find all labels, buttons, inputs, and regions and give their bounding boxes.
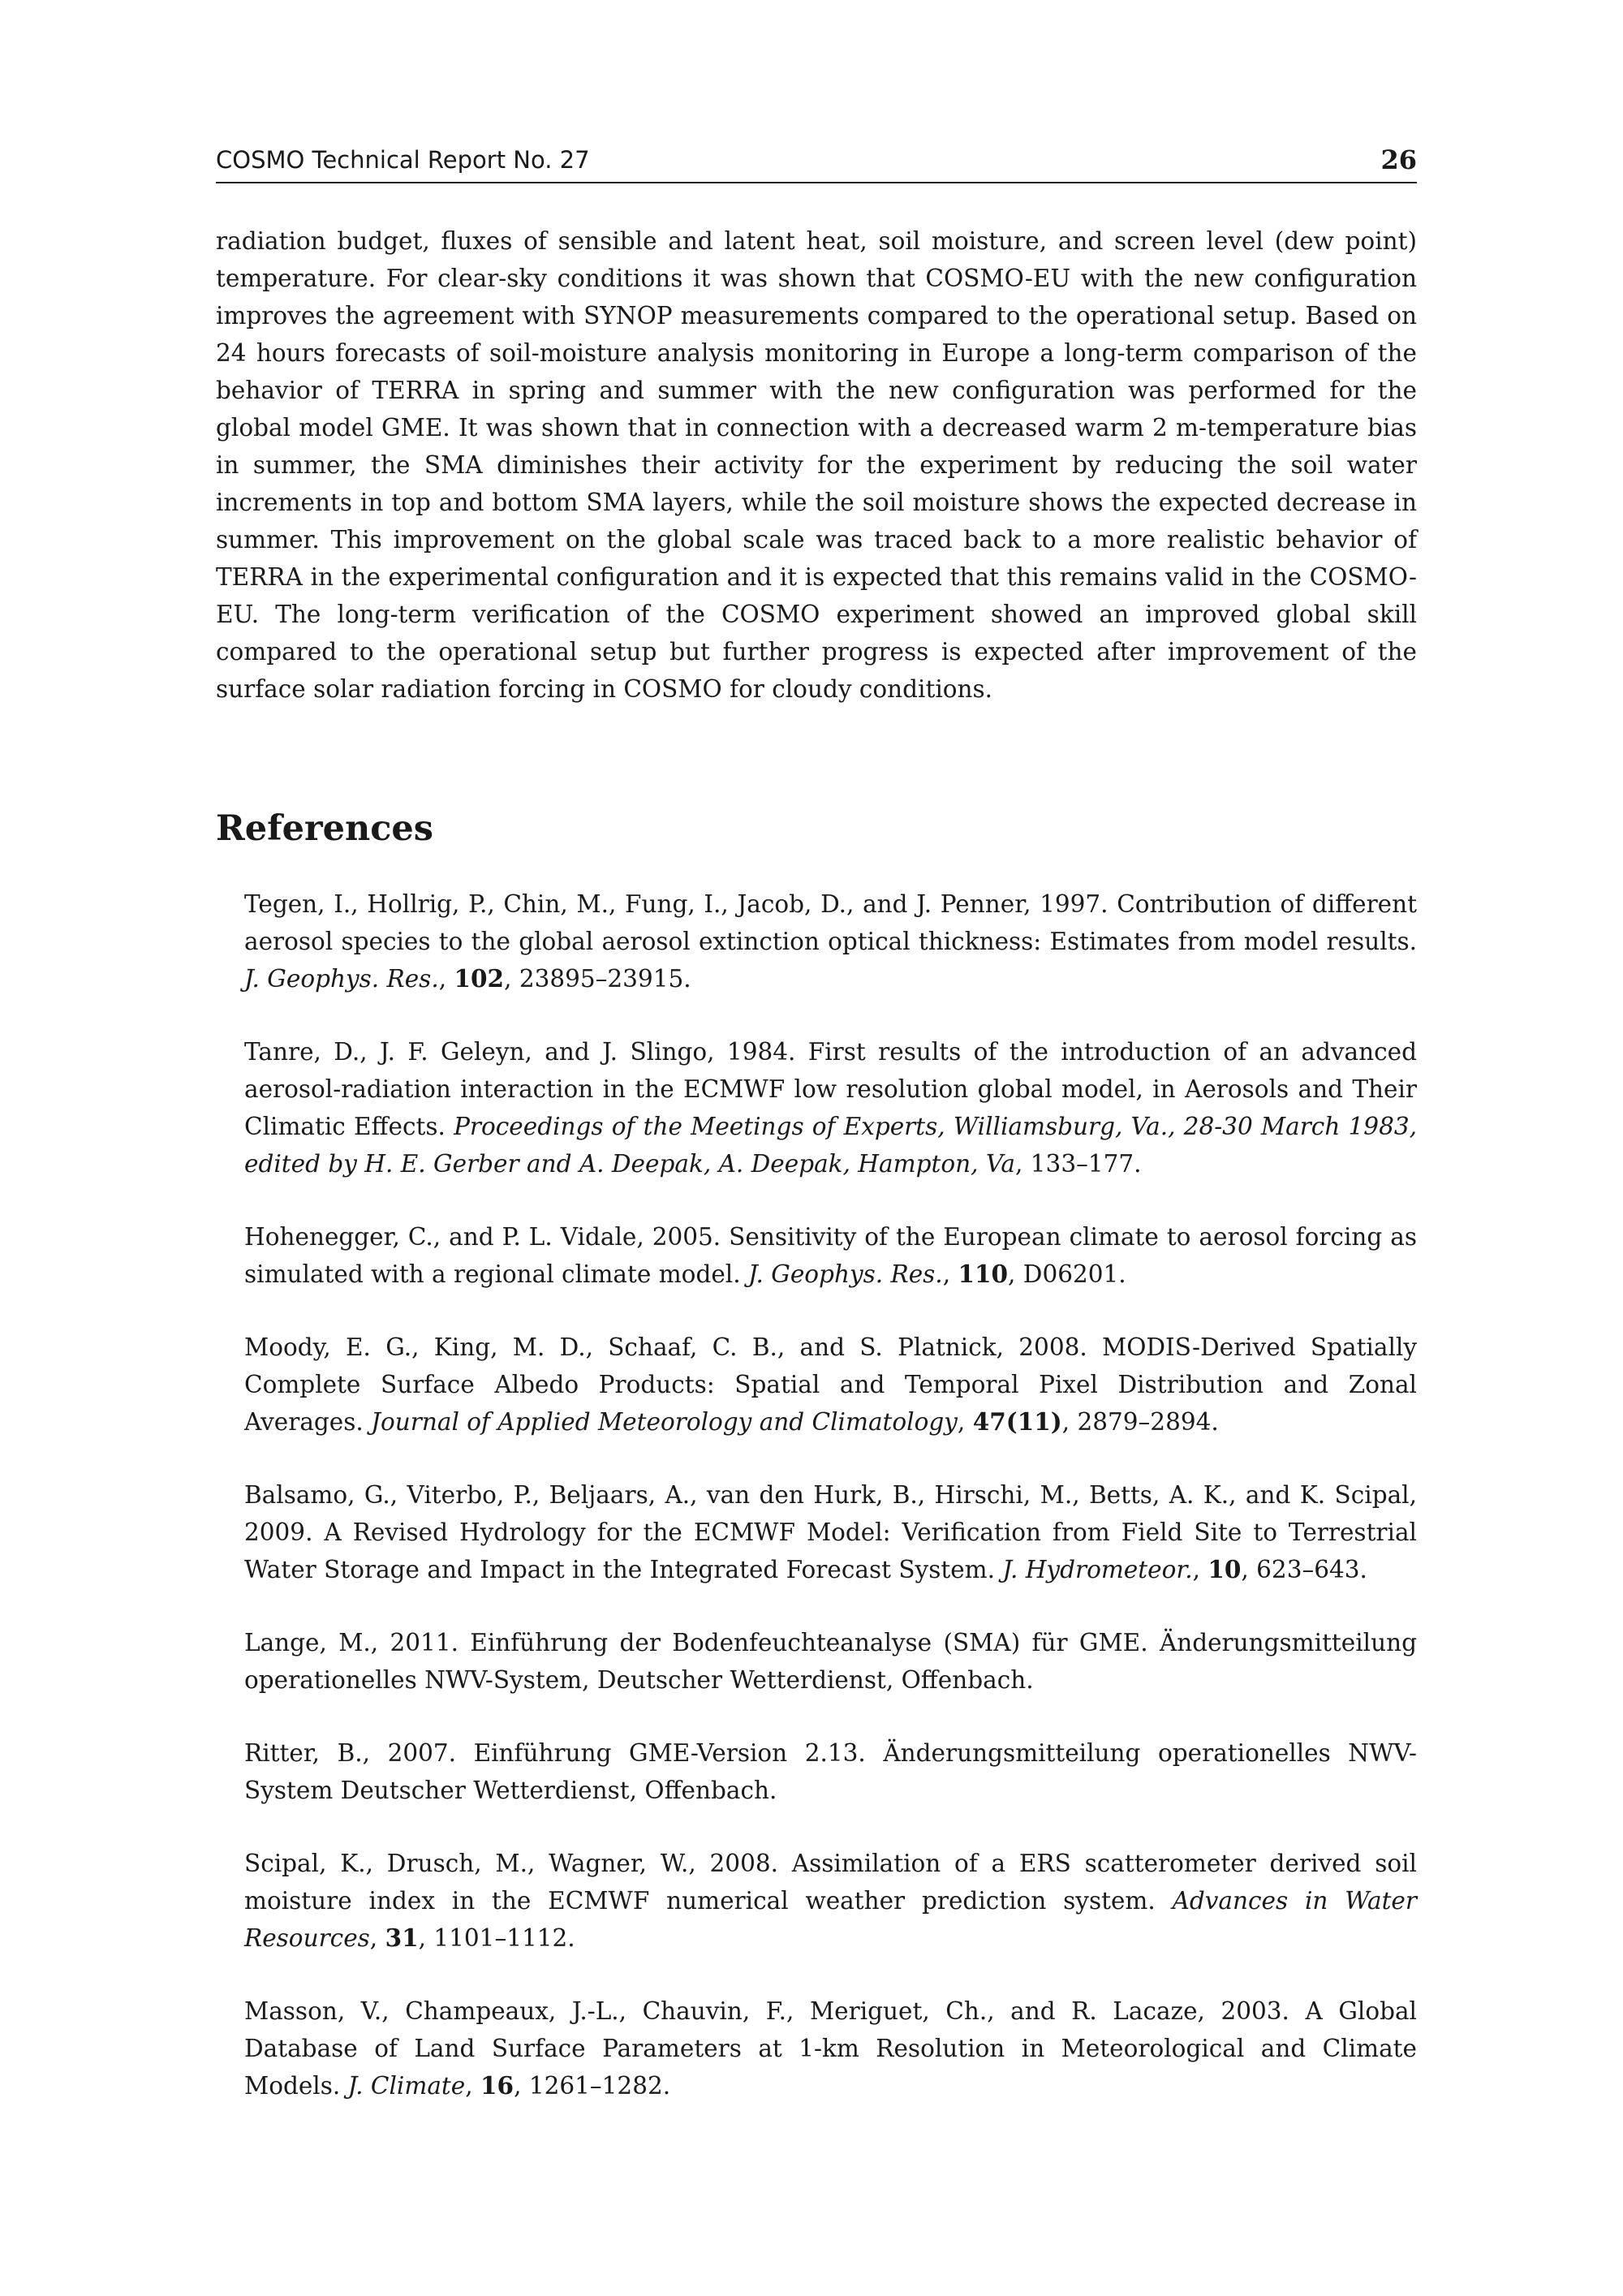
reference-item: Balsamo, G., Viterbo, P., Beljaars, A., van den Hurk, B., Hirschi, M., Betts, A. K., and K. Scipal, 2009. A Revised Hydrology for the ECMWF Model: Verification from Field Site to Terrestrial Water Storage and Impact in the Integrated Forecast System. J. Hydrometeor., 10, 623–643. xyxy=(244,1481,1417,1583)
report-title: COSMO Technical Report No. 27 xyxy=(216,146,590,174)
body-paragraph: radiation budget, fluxes of sensible and latent heat, soil moisture, and screen level (dew point) temperature. For clear-sky conditions it was shown that COSMO-EU with the new configuration improves the agreement with SYNOP measurements compared to the operational setup. Based on 24 hours forecasts of soil-moisture analysis monitoring in Europe a long-term comparison of the behavior of TERRA in spring and summer with the new configuration was performed for the global model GME. It was shown that in connection with a decreased warm 2 m-temperature bias in summer, the SMA diminishes their activity for the experiment by reducing the soil water increments in top and bottom SMA layers, while the soil moisture shows the expected decrease in summer. This improvement on the global scale was traced back to a more realistic behavior of TERRA in the experimental configuration and it is expected that this remains valid in the COSMO-EU. The long-term verification of the COSMO experiment showed an improved global skill compared to the operational setup but further progress is expected after improvement of the surface solar radiation forcing in COSMO for cloudy conditions. xyxy=(216,227,1417,703)
reference-list xyxy=(244,885,1417,2140)
running-header xyxy=(216,143,1417,183)
reference-item: Scipal, K., Drusch, M., Wagner, W., 2008. Assimilation of a ERS scatterometer derived soil moisture index in the ECMWF numerical weather prediction system. Advances in Water Resources, 31, 1101–1112. xyxy=(244,1850,1417,1952)
reference-item: Tegen, I., Hollrig, P., Chin, M., Fung, I., Jacob, D., and J. Penner, 1997. Contribution of different aerosol species to the global aerosol extinction optical thickness: Estimates from model results. J. Geophys. Res., 102, 23895–23915. xyxy=(244,890,1417,993)
reference-item: Ritter, B., 2007. Einführung GME-Version 2.13. Änderungsmitteilung operationelles NWV-System Deutscher Wetterdienst, Offenbach. xyxy=(244,1739,1417,1804)
page-number: 26 xyxy=(1380,144,1417,175)
reference-item: Lange, M., 2011. Einführung der Bodenfeuchteanalyse (SMA) für GME. Änderungsmitteilung operationelles NWV-System, Deutscher Wetterdienst, Offenbach. xyxy=(244,1629,1417,1694)
reference-item: Masson, V., Champeaux, J.-L., Chauvin, F., Meriguet, Ch., and R. Lacaze, 2003. A Global Database of Land Surface Parameters at 1-km Resolution in Meteorological and Climate Models. J. Climate, 16, 1261–1282. xyxy=(244,1997,1417,2100)
reference-item: Moody, E. G., King, M. D., Schaaf, C. B., and S. Platnick, 2008. MODIS-Derived Spatially Complete Surface Albedo Products: Spatial and Temporal Pixel Distribution and Zonal Averages. Journal of Applied Meteorology and Climatology, 47(11), 2879–2894. xyxy=(244,1333,1417,1436)
reference-item: Hohenegger, C., and P. L. Vidale, 2005. Sensitivity of the European climate to aerosol forcing as simulated with a regional climate model. J. Geophys. Res., 110, D06201. xyxy=(244,1223,1417,1288)
references-heading: References xyxy=(216,808,433,849)
reference-item: Tanre, D., J. F. Geleyn, and J. Slingo, 1984. First results of the introduction of an advanced aerosol-radiation interaction in the ECMWF low resolution global model, in Aerosols and Their Climatic Effects. Proceedings of the Meetings of Experts, Williamsburg, Va., 28-30 March 1983, edited by H. E. Gerber and A. Deepak, A. Deepak, Hampton, Va, 133–177. xyxy=(244,1038,1417,1178)
